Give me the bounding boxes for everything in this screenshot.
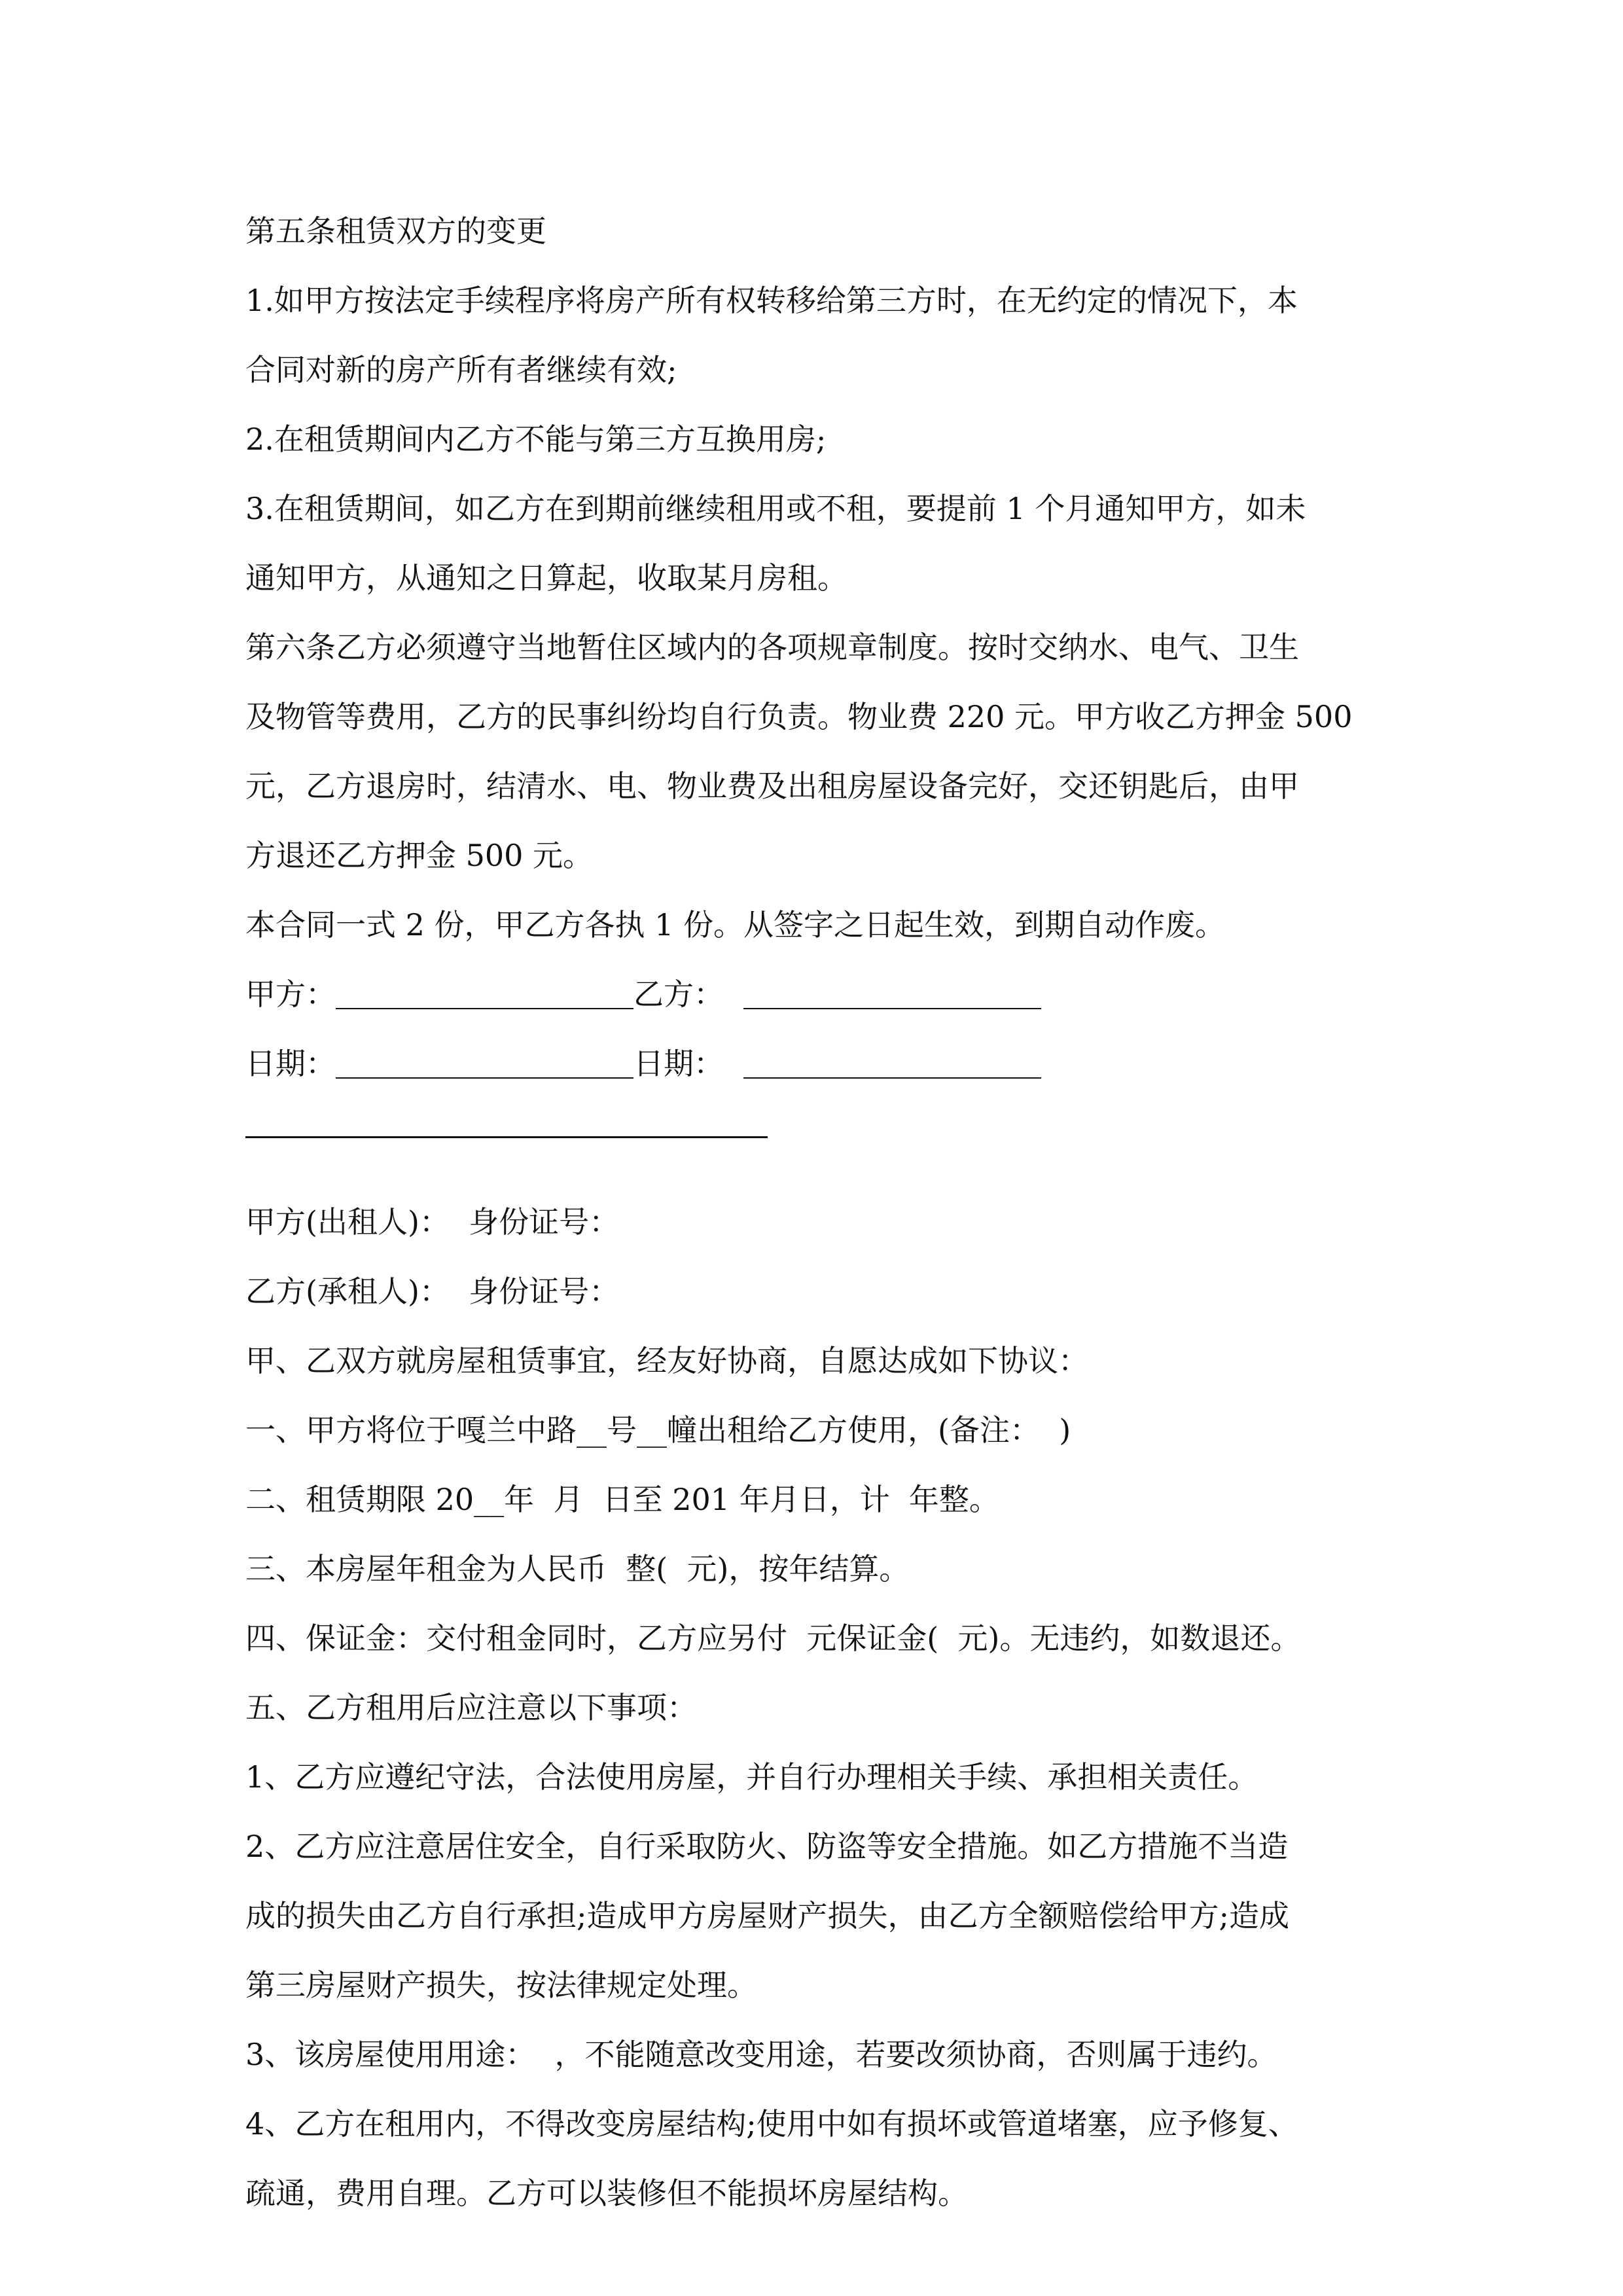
paragraph-line: 及物管等费用，乙方的民事纠纷均自行负责。物业费 220 元。甲方收乙方押金 500 <box>245 699 1353 734</box>
paragraph-line: 1.如甲方按法定手续程序将房产所有权转移给第三方时，在无约定的情况下，本 <box>245 283 1298 318</box>
article-5-heading: 第五条租赁双方的变更 <box>245 213 546 249</box>
item-3-line: 3、该房屋使用用途： ，不能随意改变用途，若要改须协商，否则属于违约。 <box>245 2037 1277 2072</box>
clause-1-line: 一、甲方将位于嘎兰中路__号__幢出租给乙方使用，(备注： ) <box>245 1412 1071 1448</box>
item-4-line: 4、乙方在租用内，不得改变房屋结构;使用中如有损坏或管道堵塞，应予修复、 <box>245 2106 1298 2142</box>
tenant-line: 乙方(承租人)： 身份证号： <box>245 1274 620 1309</box>
party-a-signature-blank[interactable] <box>336 1008 633 1009</box>
date-b-blank[interactable] <box>743 1077 1041 1079</box>
date-a-blank[interactable] <box>336 1077 633 1079</box>
spacer <box>245 1168 1397 1187</box>
paragraph-line: 方退还乙方押金 500 元。 <box>245 838 594 873</box>
landlord-line: 甲方(出租人)： 身份证号： <box>245 1204 620 1240</box>
paragraph-line: 合同对新的房产所有者继续有效; <box>245 352 677 387</box>
paragraph-line: 成的损失由乙方自行承担;造成甲方房屋财产损失，由乙方全额赔偿给甲方;造成 <box>245 1898 1289 1933</box>
date-b-label: 日期： <box>633 1046 724 1081</box>
paragraph-line: 2.在租赁期间内乙方不能与第三方互换用房; <box>245 422 827 457</box>
article-6-line: 第六条乙方必须遵守当地暂住区域内的各项规章制度。按时交纳水、电气、卫生 <box>245 630 1299 665</box>
paragraph-line: 本合同一式 2 份，甲乙方各执 1 份。从签字之日起生效，到期自动作废。 <box>245 907 1226 942</box>
paragraph-line: 通知甲方，从通知之日算起，收取某月房租。 <box>245 560 847 596</box>
signature-row <box>245 960 1397 1029</box>
item-2-line: 2、乙方应注意居住安全，自行采取防火、防盗等安全措施。如乙方措施不当造 <box>245 1829 1289 1864</box>
clause-5-line: 五、乙方租用后应注意以下事项： <box>245 1690 697 1725</box>
document-page <box>245 196 1397 2228</box>
paragraph-line: 甲、乙双方就房屋租赁事宜，经友好协商，自愿达成如下协议： <box>245 1343 1088 1378</box>
paragraph-line: 元，乙方退房时，结清水、电、物业费及出租房屋设备完好，交还钥匙后，由甲 <box>245 768 1299 804</box>
paragraph-line: 3.在租赁期间，如乙方在到期前继续租用或不租，要提前 1 个月通知甲方，如未 <box>245 491 1306 526</box>
party-b-label: 乙方： <box>633 977 724 1012</box>
date-row <box>245 1029 1397 1098</box>
date-a-label: 日期： <box>245 1046 336 1081</box>
paragraph-line: 第三房屋财产损失，按法律规定处理。 <box>245 1967 757 2003</box>
clause-2-line: 二、租赁期限 20__年 月 日至 201 年月日，计 年整。 <box>245 1482 999 1517</box>
party-b-signature-blank[interactable] <box>743 1008 1041 1009</box>
item-1-line: 1、乙方应遵纪守法，合法使用房屋，并自行办理相关手续、承担相关责任。 <box>245 1759 1258 1795</box>
party-a-label: 甲方： <box>245 977 336 1012</box>
separator-line <box>245 1136 768 1138</box>
paragraph-line: 疏通，费用自理。乙方可以装修但不能损坏房屋结构。 <box>245 2176 968 2211</box>
clause-3-line: 三、本房屋年租金为人民币 整( 元)，按年结算。 <box>245 1551 910 1587</box>
clause-4-line: 四、保证金：交付租金同时，乙方应另付 元保证金( 元)。无违约，如数退还。 <box>245 1621 1301 1656</box>
separator-row <box>245 1098 1397 1168</box>
